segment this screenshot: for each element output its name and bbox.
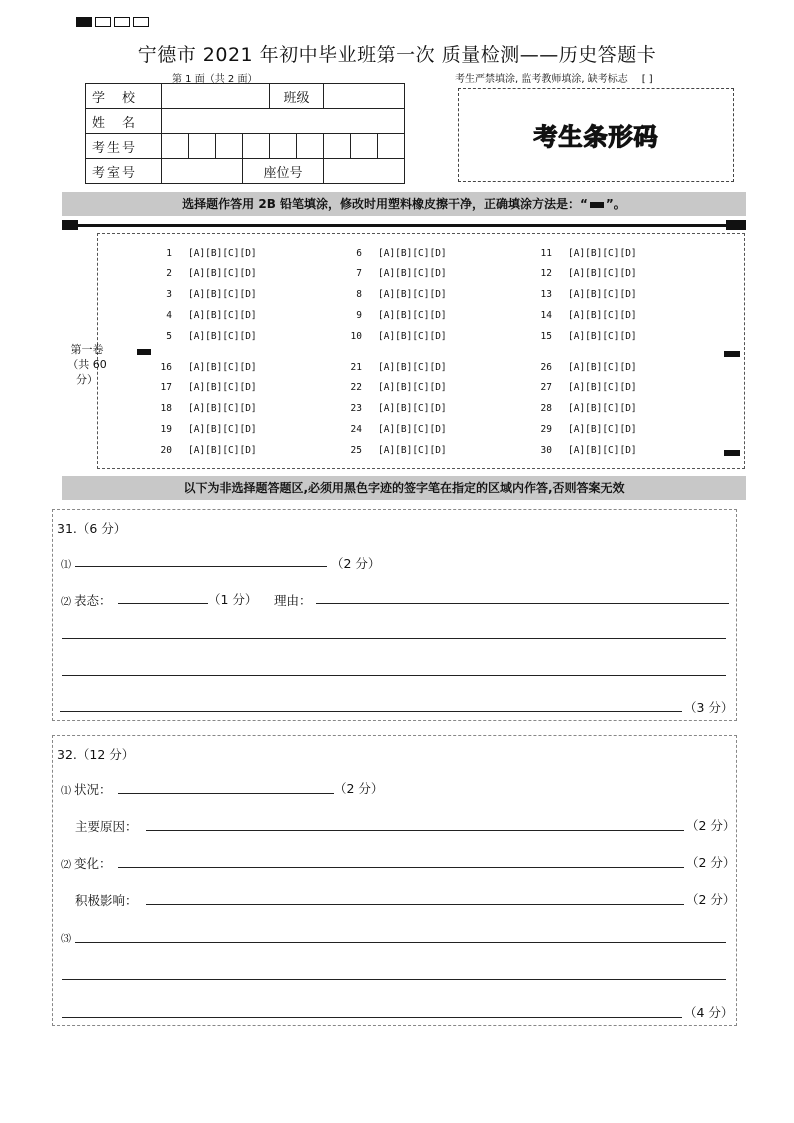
exam-no-digit[interactable] — [216, 134, 243, 159]
class-label: 班级 — [270, 84, 324, 109]
alignment-mark — [726, 220, 746, 230]
q31-stance-answer-line[interactable] — [118, 603, 208, 604]
banner-text-after: ”。 — [605, 197, 626, 211]
mcq-question — [340, 424, 447, 435]
mcq-answer-options[interactable]: [A][B][C][D] — [378, 445, 447, 456]
absent-notice — [455, 70, 653, 85]
mcq-answer-options[interactable]: [A][B][C][D] — [378, 248, 447, 259]
mcq-answer-options[interactable]: [A][B][C][D] — [378, 362, 447, 373]
q31-title: 31.（6 分） — [57, 521, 127, 536]
absent-mark-box[interactable]: [ ] — [641, 74, 653, 85]
mcq-question — [150, 310, 257, 321]
mcq-question-number: 7 — [356, 268, 362, 279]
timing-mark — [724, 351, 740, 357]
mcq-question — [530, 382, 637, 393]
corner-mark — [133, 17, 149, 27]
mcq-question-number: 15 — [540, 331, 552, 342]
barcode-label: 考生条形码 — [533, 123, 659, 151]
mcq-question-number: 12 — [540, 268, 552, 279]
mcq-question-number: 22 — [350, 382, 362, 393]
mcq-answer-options[interactable]: [A][B][C][D] — [568, 445, 637, 456]
mcq-question — [340, 403, 447, 414]
corner-mark-filled — [76, 17, 92, 27]
mcq-question-number: 5 — [166, 331, 172, 342]
mcq-question-number: 30 — [540, 445, 552, 456]
mcq-answer-options[interactable]: [A][B][C][D] — [188, 310, 257, 321]
mcq-question — [150, 268, 257, 279]
mcq-question-number: 23 — [350, 403, 362, 414]
mcq-question-number: 10 — [350, 331, 362, 342]
mcq-question — [150, 424, 257, 435]
name-field[interactable] — [162, 109, 405, 134]
corner-mark — [95, 17, 111, 27]
exam-no-label: 考生号 — [86, 134, 162, 159]
mcq-answer-options[interactable]: [A][B][C][D] — [568, 331, 637, 342]
q32-impact-label: 积极影响： — [75, 893, 138, 908]
filled-example-mark — [590, 202, 604, 208]
barcode-area — [458, 88, 734, 182]
mcq-answer-options[interactable]: [A][B][C][D] — [568, 310, 637, 321]
mcq-question-number: 25 — [350, 445, 362, 456]
q32-change-answer-line[interactable] — [118, 867, 684, 868]
q31-part2-marker: ⑵ — [61, 597, 71, 608]
q32-part3-points: （4 分） — [684, 1005, 734, 1020]
mcq-question — [340, 362, 447, 373]
mcq-answer-options[interactable]: [A][B][C][D] — [378, 289, 447, 300]
seat-label: 座位号 — [243, 159, 324, 184]
mcq-question — [150, 331, 257, 342]
mcq-question-number: 13 — [540, 289, 552, 300]
mcq-question-number: 19 — [160, 424, 172, 435]
exam-no-digit[interactable] — [270, 134, 297, 159]
mcq-question-number: 27 — [540, 382, 552, 393]
q31-part1-answer-line[interactable] — [75, 566, 327, 567]
mcq-question — [150, 382, 257, 393]
written-answer-banner: 以下为非选择题答题区,必须用黑色字迹的签字笔在指定的区域内作答,否则答案无效 — [62, 476, 746, 500]
mcq-question-number: 18 — [160, 403, 172, 414]
room-field[interactable] — [162, 159, 243, 184]
mcq-answer-options[interactable]: [A][B][C][D] — [568, 268, 637, 279]
mcq-question-number: 1 — [166, 248, 172, 259]
mcq-question — [150, 445, 257, 456]
mcq-question — [150, 248, 257, 259]
mcq-question — [530, 289, 637, 300]
mcq-answer-options[interactable]: [A][B][C][D] — [188, 268, 257, 279]
q32-title: 32.（12 分） — [57, 747, 135, 762]
q32-status-label: 状况： — [74, 782, 112, 797]
mcq-question-number: 29 — [540, 424, 552, 435]
absent-notice-text: 考生严禁填涂, 监考教师填涂, 缺考标志 — [455, 74, 628, 85]
mcq-answer-options[interactable]: [A][B][C][D] — [188, 362, 257, 373]
q32-part3-answer-line[interactable] — [62, 1017, 682, 1018]
q32-change-points: （2 分） — [686, 855, 736, 870]
volume-score: （共 60 分） — [67, 358, 107, 386]
mcq-answer-options[interactable]: [A][B][C][D] — [568, 403, 637, 414]
exam-no-digit[interactable] — [243, 134, 270, 159]
mcq-answer-options[interactable]: [A][B][C][D] — [378, 403, 447, 414]
mcq-question-number: 17 — [160, 382, 172, 393]
student-info-table — [85, 83, 405, 184]
q31-stance-points: （1 分） — [208, 592, 258, 607]
mcq-question-number: 9 — [356, 310, 362, 321]
question-31-box — [52, 509, 737, 721]
mcq-answer-options[interactable]: [A][B][C][D] — [188, 424, 257, 435]
mcq-answer-options[interactable]: [A][B][C][D] — [568, 362, 637, 373]
q31-stance-label: 表态： — [74, 593, 112, 608]
mcq-question-number: 8 — [356, 289, 362, 300]
q31-reason-answer-line[interactable] — [316, 603, 729, 604]
mcq-answer-options[interactable]: [A][B][C][D] — [378, 268, 447, 279]
mcq-question — [150, 403, 257, 414]
q32-status-answer-line[interactable] — [118, 793, 334, 794]
room-label: 考室号 — [86, 159, 162, 184]
mcq-question — [530, 362, 637, 373]
mcq-question — [530, 331, 637, 342]
mcq-question-number: 3 — [166, 289, 172, 300]
q32-part2-marker: ⑵ — [61, 860, 71, 871]
mcq-question — [530, 268, 637, 279]
volume-label — [64, 342, 110, 387]
mcq-question-number: 2 — [166, 268, 172, 279]
mcq-answer-options[interactable]: [A][B][C][D] — [568, 382, 637, 393]
divider-rule — [62, 224, 746, 227]
page-title: 宁德市 2021 年初中毕业班第一次 质量检测——历史答题卡 — [137, 44, 657, 66]
mcq-question-number: 14 — [540, 310, 552, 321]
mcq-question — [150, 362, 257, 373]
mcq-question-number: 4 — [166, 310, 172, 321]
mcq-question — [340, 268, 447, 279]
mcq-answer-options[interactable]: [A][B][C][D] — [188, 289, 257, 300]
exam-no-digit[interactable] — [189, 134, 216, 159]
q32-cause-points: （2 分） — [686, 818, 736, 833]
mcq-question — [530, 248, 637, 259]
mcq-question — [340, 382, 447, 393]
school-label: 学 校 — [86, 84, 162, 109]
mcq-answer-options[interactable]: [A][B][C][D] — [568, 248, 637, 259]
exam-no-digit[interactable] — [378, 134, 405, 159]
q32-part3-answer-line[interactable] — [62, 979, 726, 980]
q32-part3-marker: ⑶ — [61, 934, 71, 945]
mcq-answer-options[interactable]: [A][B][C][D] — [378, 382, 447, 393]
q31-reason-answer-line[interactable] — [62, 675, 726, 676]
q31-reason-answer-line[interactable] — [60, 711, 682, 712]
q32-cause-label: 主要原因： — [75, 819, 138, 834]
corner-marks — [76, 17, 149, 27]
mcq-answer-options[interactable]: [A][B][C][D] — [378, 424, 447, 435]
page-number: 第 1 面（共 2 面） — [172, 74, 258, 85]
mcq-answer-options[interactable]: [A][B][C][D] — [378, 310, 447, 321]
exam-no-digit[interactable] — [324, 134, 351, 159]
seat-field[interactable] — [324, 159, 405, 184]
mcq-question-number: 11 — [540, 248, 552, 259]
timing-mark — [724, 450, 740, 456]
q32-part1-marker: ⑴ — [61, 786, 71, 797]
mcq-question — [340, 248, 447, 259]
exam-no-digit[interactable] — [297, 134, 324, 159]
mcq-answer-options[interactable]: [A][B][C][D] — [188, 248, 257, 259]
question-32-box — [52, 735, 737, 1026]
mcq-question-number: 26 — [540, 362, 552, 373]
school-field[interactable] — [162, 84, 270, 109]
mcq-instruction-banner — [62, 192, 746, 216]
name-label: 姓 名 — [86, 109, 162, 134]
mcq-question — [340, 445, 447, 456]
q32-change-label: 变化： — [74, 856, 112, 871]
timing-mark — [137, 349, 151, 355]
mcq-question-number: 20 — [160, 445, 172, 456]
mcq-question — [340, 331, 447, 342]
q31-part1-marker: ⑴ — [61, 560, 71, 571]
mcq-question-number: 6 — [356, 248, 362, 259]
mcq-question-number: 21 — [350, 362, 362, 373]
q31-reason-answer-line[interactable] — [62, 638, 726, 639]
q32-status-points: （2 分） — [334, 781, 384, 796]
q31-reason-points: （3 分） — [684, 700, 734, 715]
alignment-mark — [62, 220, 78, 230]
q32-cause-answer-line[interactable] — [146, 830, 684, 831]
mcq-answer-options[interactable]: [A][B][C][D] — [188, 403, 257, 414]
q31-reason-label: 理由： — [274, 593, 312, 608]
mcq-answer-options[interactable]: [A][B][C][D] — [378, 331, 447, 342]
mcq-question — [150, 289, 257, 300]
mcq-question — [530, 445, 637, 456]
mcq-question — [340, 310, 447, 321]
mcq-answer-options[interactable]: [A][B][C][D] — [188, 445, 257, 456]
volume-title: 第一卷 — [70, 343, 104, 356]
q31-part1-points: （2 分） — [331, 556, 381, 571]
mcq-question — [340, 289, 447, 300]
class-field[interactable] — [324, 84, 405, 109]
exam-no-digit[interactable] — [162, 134, 189, 159]
mcq-question-number: 16 — [160, 362, 172, 373]
mcq-answer-options[interactable]: [A][B][C][D] — [188, 331, 257, 342]
mcq-question — [530, 403, 637, 414]
q32-impact-answer-line[interactable] — [146, 904, 684, 905]
q32-impact-points: （2 分） — [686, 892, 736, 907]
q32-part3-answer-line[interactable] — [75, 942, 726, 943]
mcq-question — [530, 424, 637, 435]
exam-no-digit[interactable] — [351, 134, 378, 159]
mcq-answer-options[interactable]: [A][B][C][D] — [188, 382, 257, 393]
banner-text-before: 选择题作答用 2B 铅笔填涂，修改时用塑料橡皮擦干净，正确填涂方法是：“ — [182, 197, 588, 211]
mcq-answer-options[interactable]: [A][B][C][D] — [568, 424, 637, 435]
mcq-question-number: 24 — [350, 424, 362, 435]
mcq-question-number: 28 — [540, 403, 552, 414]
mcq-answer-options[interactable]: [A][B][C][D] — [568, 289, 637, 300]
corner-mark — [114, 17, 130, 27]
mcq-question — [530, 310, 637, 321]
